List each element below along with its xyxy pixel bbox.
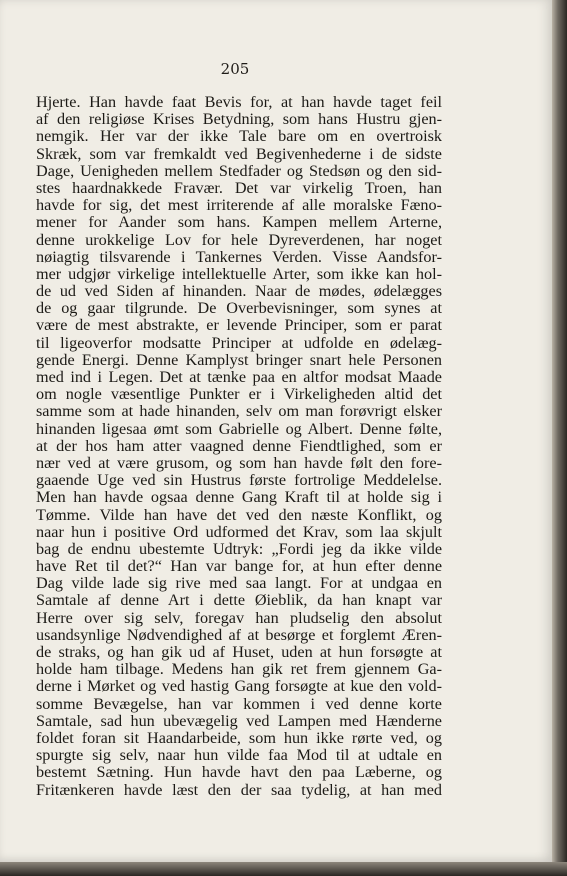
text-line: stes haardnakkede Fravær. Det var virkelig Troen, han	[36, 178, 442, 197]
text-line: nemgik. Her var der ikke Tale bare om en overtroisk	[36, 127, 442, 146]
text-line: om nogle væsentlige Punkter er i Virkeligheden altid det	[36, 385, 442, 404]
text-line: bag de endnu ubestemte Udtryk: „Fordi jeg da ikke vilde	[36, 539, 442, 558]
page-edge-shadow	[552, 0, 567, 876]
text-line: Fritænkeren havde læst den der saa tydelig, at han med	[36, 780, 442, 799]
text-line: med ind i Legen. Det at tænke paa en altfor modsat Maade	[36, 368, 442, 386]
text-line: hinanden ligesaa ømt som Gabrielle og Albert. Denne følte,	[36, 419, 442, 438]
text-line: gaaende Uge ved sin Hustrus første fortrolige Meddelelse.	[36, 471, 442, 490]
text-line: være de mest abstrakte, er levende Principer, som er parat	[36, 316, 442, 335]
text-line: Herre over sig selv, foregav han pludselig den absolut	[36, 608, 442, 627]
body-text	[36, 94, 442, 799]
text-line: somme Bevægelse, han var kommen i ved denne korte	[36, 694, 442, 713]
text-line: havde for sig, det mest irriterende af alle moralske Fæno-	[36, 196, 442, 215]
text-line: naar hun i positive Ord udformed det Krav, som laa skjult	[36, 522, 442, 541]
text-line: gende Energi. Denne Kamplyst bringer snart hele Personen	[36, 350, 442, 369]
text-line: Skræk, som var fremkaldt ved Begivenhederne i de sidste	[36, 144, 442, 163]
text-line: bestemt Sætning. Hun havde havt den paa Læberne, og	[36, 763, 442, 782]
text-line: have Ret til det?“ Han var bange for, at hun efter denne	[36, 557, 442, 576]
text-line: Tømme. Vilde han have det ved den næste Konflikt, og	[36, 505, 442, 524]
text-line: derne i Mørket og ved hastig Gang forsøgte at kue den vold-	[36, 677, 442, 696]
text-line: denne urokkelige Lov for hele Dyreverdenen, har noget	[36, 230, 442, 249]
text-line: Dage, Uenigheden mellem Stedfader og Stedsøn og den sid-	[36, 161, 442, 180]
text-line: at der hos ham atter vaagned denne Fiendtlighed, som er	[36, 436, 442, 455]
text-line: Hjerte. Han havde faat Bevis for, at han havde taget feil	[36, 93, 442, 111]
text-line: til ligeoverfor modsatte Principer at udfolde en ødelæg-	[36, 333, 442, 352]
text-line: foldet foran sit Haandarbeide, som hun ikke rørte ved, og	[36, 728, 442, 747]
text-line: Samtale af denne Art i dette Øieblik, da han knapt var	[36, 591, 442, 610]
text-line: nær ved at være grusom, og som han havde følt den fore-	[36, 453, 442, 472]
text-line: de straks, og han gik ud af Huset, uden at hun forsøgte at	[36, 643, 442, 661]
text-line: Men han havde ogsaa denne Gang Kraft til at holde sig i	[36, 488, 442, 507]
page-bottom-shadow	[0, 862, 567, 876]
text-line: Samtale, sad hun ubevægelig ved Lampen med Hænderne	[36, 711, 442, 730]
text-line: af den religiøse Krises Betydning, som hans Hustru gjen-	[36, 110, 442, 129]
text-line: de og gaar tilgrunde. De Overbevisninger, som synes at	[36, 299, 442, 318]
text-line: holde ham tilbage. Medens han gik ret frem gjennem Ga-	[36, 660, 442, 679]
text-line: mener for Aander som hans. Kampen mellem Arterne,	[36, 213, 442, 232]
text-line: usandsynlige Nødvendighed af at besørge et forglemt Æren-	[36, 625, 442, 644]
text-line: spurgte sig selv, naar hun vilde faa Mod til at udtale en	[36, 746, 442, 765]
text-line: de ud ved Siden af hinanden. Naar de mødes, ødelægges	[36, 282, 442, 301]
text-line: Dag vilde lade sig rive med saa langt. For at undgaa en	[36, 574, 442, 593]
text-line: nøiagtig tilsvarende i Tankernes Verden. Visse Aandsfor-	[36, 247, 442, 266]
page-number: 205	[220, 60, 250, 78]
text-line: samme som at hade hinanden, selv om man forøvrigt elsker	[36, 402, 442, 421]
text-line: mer udgjør virkelige intellektuelle Arter, som ikke kan hol-	[36, 264, 442, 283]
